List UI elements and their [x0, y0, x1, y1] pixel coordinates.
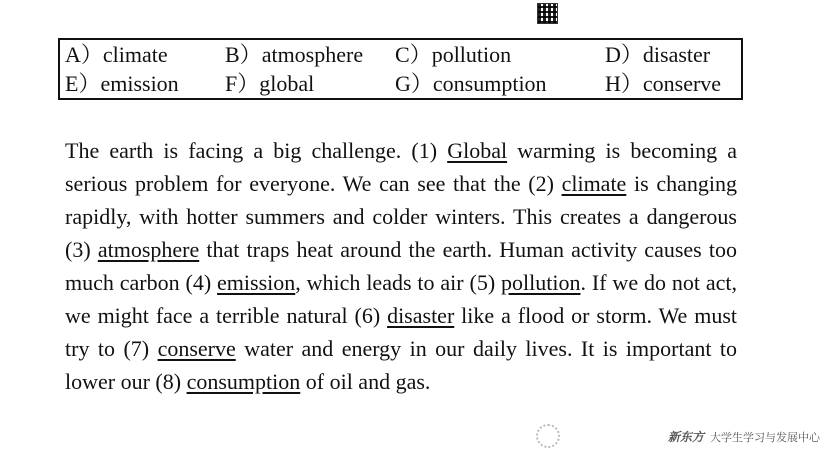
answer-8: consumption	[186, 369, 301, 394]
answer-4: emission	[217, 270, 296, 295]
word-option-g: G）consumption	[395, 71, 547, 96]
qr-code-icon	[537, 3, 558, 24]
word-option-e: E）emission	[65, 71, 179, 96]
answer-6: disaster	[387, 303, 455, 328]
word-option-f: F）global	[225, 71, 315, 96]
word-option-h: H）conserve	[605, 71, 722, 96]
word-option-c: C）pollution	[395, 42, 512, 67]
footer-logo	[668, 428, 820, 445]
answer-7: conserve	[157, 336, 236, 361]
answer-2: climate	[561, 171, 627, 196]
watermark-stamp-icon	[536, 424, 560, 448]
answer-1: Global	[447, 138, 508, 163]
answer-5: pollution	[501, 270, 581, 295]
word-option-a: A）climate	[65, 42, 168, 67]
passage-text: The earth is facing a big challenge. (1) Global warming is becoming a serious problem for everyone. We can see that the (2) climate is changing rapidly, with hotter summers and colder winters. This creates a dangerous (3) atmosphere that traps heat around the earth. Human activity causes too much carbon (4) emission, which leads to air (5) pollution. If we do not act, we might face a terrible natural (6) disaster like a flood or storm. We must try to (7) conserve water and energy in our daily lives. It is important to lower our (8) consumption of oil and gas.	[65, 138, 738, 394]
footer-caption: 大学生学习与发展中心	[710, 432, 820, 444]
word-option-b: B）atmosphere	[225, 42, 364, 67]
brand-logo: 新东方	[668, 430, 705, 444]
word-bank-box	[58, 38, 743, 100]
word-option-d: D）disaster	[605, 42, 711, 67]
answer-3: atmosphere	[97, 237, 200, 262]
